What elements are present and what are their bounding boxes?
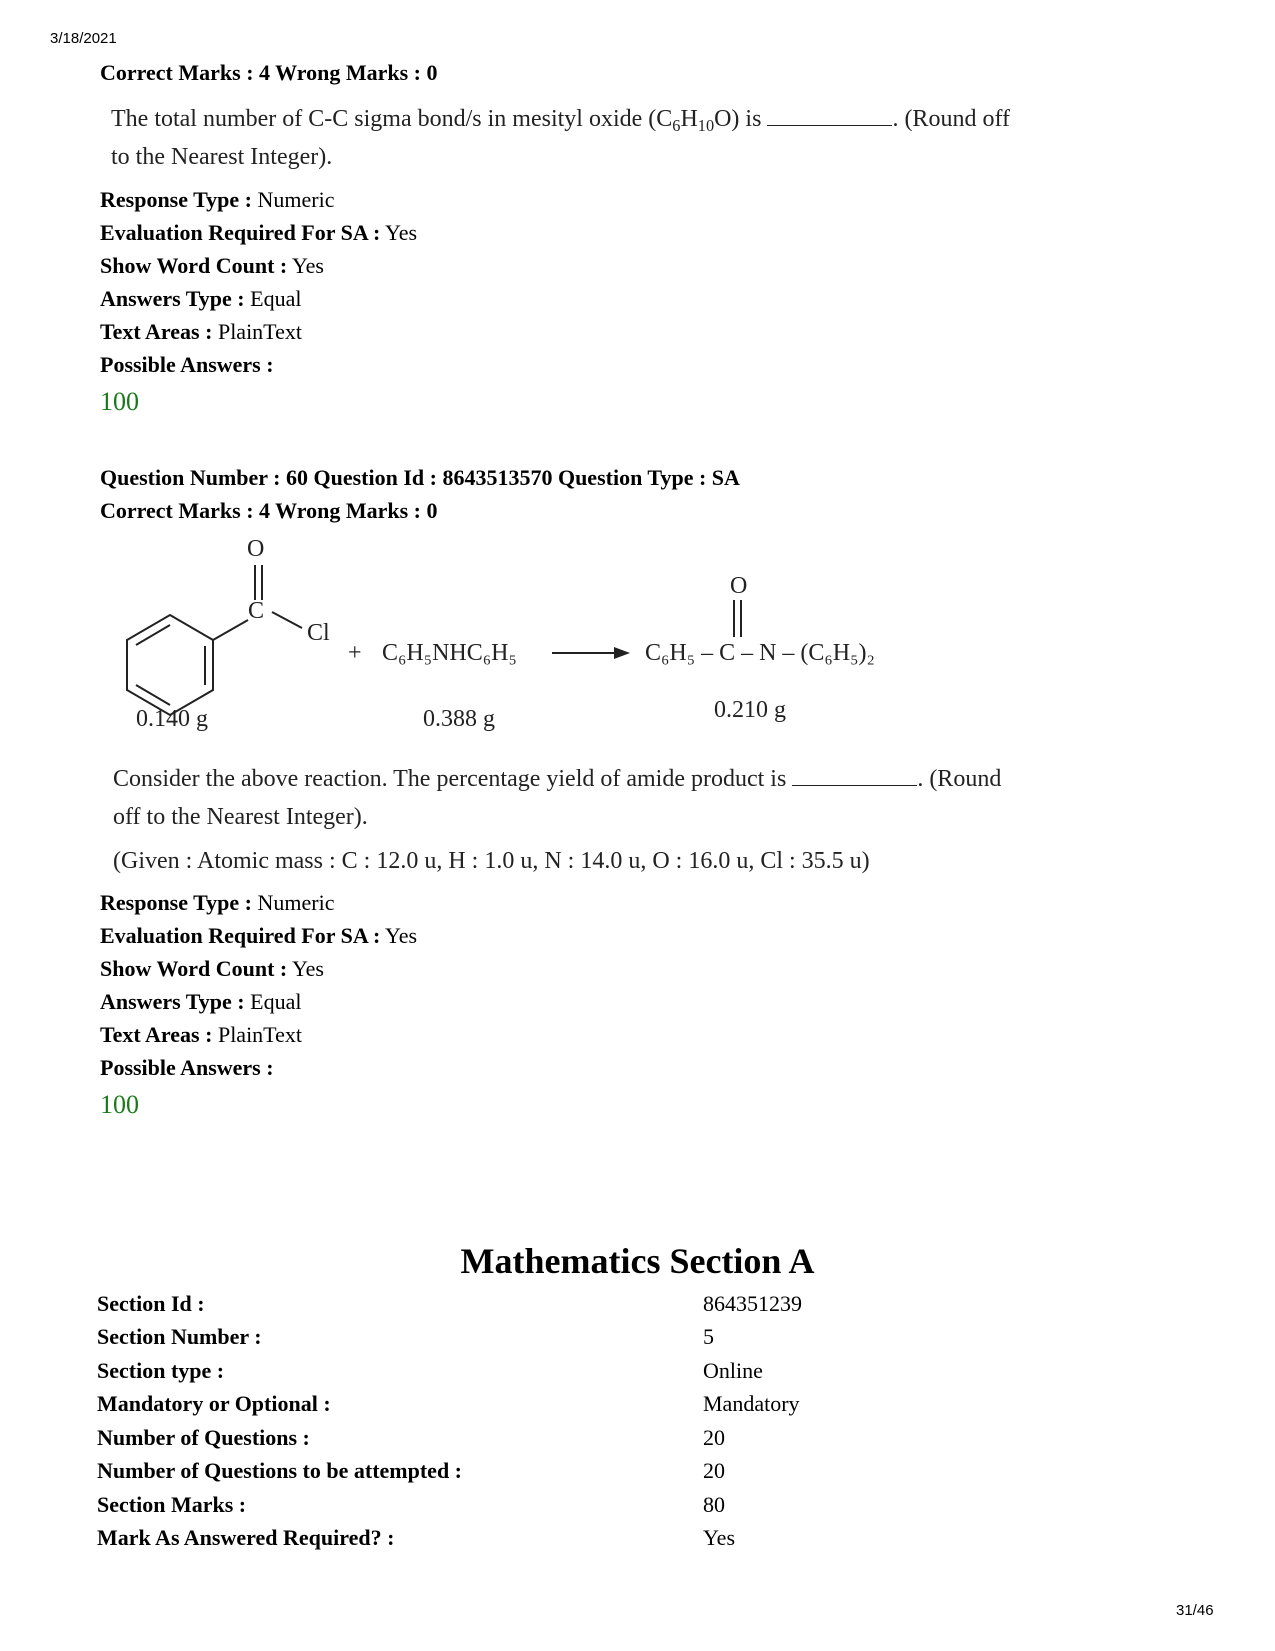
answer-blank (767, 107, 892, 126)
section-type-label: Section type : (97, 1358, 225, 1383)
q60-meta-word-count: Show Word Count : Yes (100, 956, 324, 981)
mark-answered-value: Yes (703, 1525, 736, 1550)
section-number-value: 5 (703, 1324, 714, 1349)
num-attempt-label: Number of Questions to be attempted : (97, 1458, 463, 1483)
answer-blank (792, 767, 917, 786)
mass-amide-product: 0.210 g (714, 697, 786, 723)
num-questions-label: Number of Questions : (97, 1425, 310, 1450)
page-number: 31/46 (1176, 1602, 1214, 1619)
arrow-head-icon (614, 647, 630, 659)
q59-meta-possible-answers: Possible Answers : (100, 352, 274, 377)
section-id-label: Section Id : (97, 1291, 205, 1316)
q60-meta-possible-answers: Possible Answers : (100, 1055, 274, 1080)
section-marks-label: Section Marks : (97, 1492, 247, 1517)
product-formula: C₆H₅ – C – N – (C₆H₅)₂ (645, 640, 875, 666)
q59-marks-line: Correct Marks : 4 Wrong Marks : 0 (100, 60, 438, 85)
q59-meta-text-areas: Text Areas : PlainText (100, 319, 302, 344)
q60-meta-evaluation: Evaluation Required For SA : Yes (100, 923, 418, 948)
product-oxygen-label: O (730, 573, 748, 599)
reaction-diagram (100, 540, 980, 760)
mark-answered-label: Mark As Answered Required? : (97, 1525, 395, 1550)
carbon-label: C (248, 598, 265, 624)
q60-meta-answers-type: Answers Type : Equal (100, 989, 302, 1014)
mandatory-label: Mandatory or Optional : (97, 1391, 331, 1416)
q60-question-text: Consider the above reaction. The percentage yield of amide product is . (Round off to the Nearest Integer). (113, 766, 1002, 830)
plus-sign: + (348, 640, 362, 666)
num-questions-value: 20 (703, 1425, 725, 1450)
print-date: 3/18/2021 (50, 30, 117, 47)
section-type-value: Online (703, 1358, 763, 1383)
ring-carbon-bond (213, 620, 248, 640)
reagent-formula: C₆H₅NHC₆H₅ (382, 640, 517, 666)
q60-marks-line: Correct Marks : 4 Wrong Marks : 0 (100, 498, 438, 523)
q60-answer: 100 (100, 1090, 139, 1119)
q60-given-data: (Given : Atomic mass : C : 12.0 u, H : 1.0 u, N : 14.0 u, O : 16.0 u, Cl : 35.5 u) (113, 848, 870, 874)
mass-diphenylamine: 0.388 g (423, 706, 495, 732)
q59-question-text: The total number of C-C sigma bond/s in mesityl oxide $(C_6H_{10}O)$ is . (Round off to the Nearest Integer). (111, 106, 1010, 170)
benzene-ring (127, 615, 213, 715)
q59-meta-answers-type: Answers Type : Equal (100, 286, 302, 311)
chlorine-label: Cl (307, 620, 330, 646)
section-marks-value: 80 (703, 1492, 725, 1517)
section-id-value: 864351239 (703, 1291, 802, 1316)
q60-header-line: Question Number : 60 Question Id : 8643513570 Question Type : SA (100, 465, 740, 490)
ring-inner-bond (136, 625, 170, 645)
mass-benzoyl-chloride: 0.140 g (136, 706, 208, 732)
section-number-label: Section Number : (97, 1324, 262, 1349)
section-title: Mathematics Section A (460, 1241, 815, 1281)
q59-meta-word-count: Show Word Count : Yes (100, 253, 324, 278)
mandatory-value: Mandatory (703, 1391, 800, 1416)
ring-inner-bond (136, 685, 170, 705)
carbon-chlorine-bond (272, 612, 302, 628)
q59-meta-response-type: Response Type : Numeric (100, 187, 335, 212)
q59-meta-evaluation: Evaluation Required For SA : Yes (100, 220, 418, 245)
q60-meta-response-type: Response Type : Numeric (100, 890, 335, 915)
oxygen-label: O (247, 540, 265, 562)
num-attempt-value: 20 (703, 1458, 725, 1483)
q60-meta-text-areas: Text Areas : PlainText (100, 1022, 302, 1047)
q59-answer: 100 (100, 387, 139, 416)
